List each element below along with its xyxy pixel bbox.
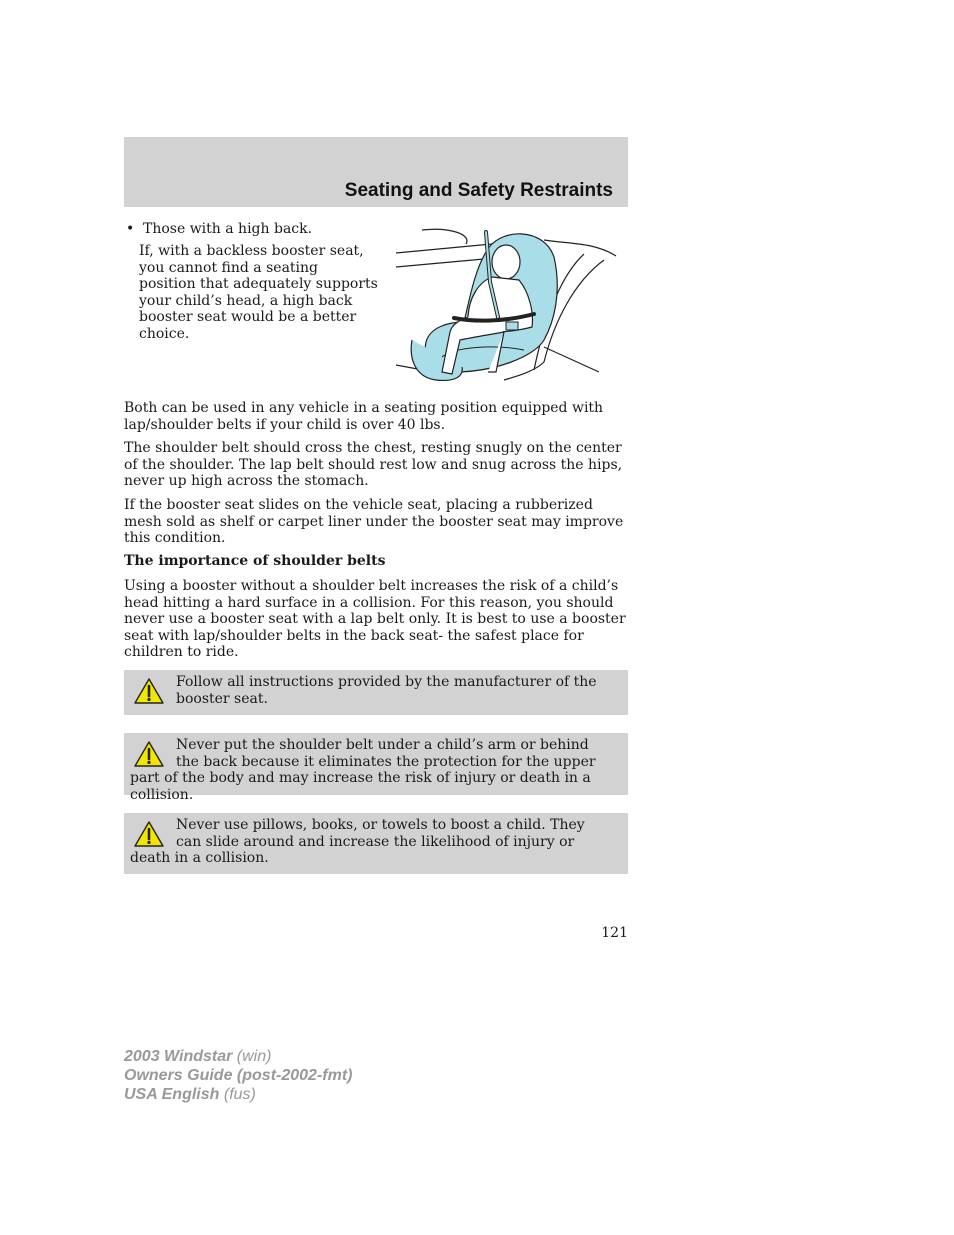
paragraph-weight: Both can be used in any vehicle in a seating position equipped with lap/shoulder belts if your child is over 40 lbs. — [124, 400, 604, 433]
warning-triangle-icon — [134, 678, 164, 704]
warning-box — [124, 670, 628, 715]
section-heading: The importance of shoulder belts — [124, 553, 386, 569]
booster-seat-illustration — [394, 222, 624, 384]
warning-box — [124, 813, 628, 874]
indent-paragraph: If, with a backless booster seat, you cannot find a seating position that adequately supports your child’s head, a high back booster seat would be a better choice. — [139, 243, 378, 342]
paragraph-slide: If the booster seat slides on the vehicle seat, placing a rubberized mesh sold as shelf or carpet liner under the booster seat may improve this condition. — [124, 497, 624, 546]
page-number: 121 — [601, 925, 628, 941]
footer-line-language: USA English (fus) — [124, 1086, 256, 1103]
warning-triangle-icon — [134, 821, 164, 847]
document-footer — [124, 1047, 352, 1104]
bullet-symbol: • — [126, 221, 135, 237]
header-band — [124, 137, 628, 207]
bullet-item — [124, 221, 374, 238]
warning-text: Follow all instructions provided by the manufacturer of the booster seat. — [176, 674, 597, 707]
warning-text: Never use pillows, books, or towels to boost a child. They can slide around and increase the likelihood of injury or death in a collision. — [130, 817, 585, 866]
footer-line-model: 2003 Windstar (win) — [124, 1048, 272, 1065]
warning-box — [124, 733, 628, 803]
paragraph-belt-position: The shoulder belt should cross the chest, resting snugly on the center of the shoulder. The lap belt should rest low and snug across the hips, never up high across the stomach. — [124, 440, 623, 489]
paragraph-shoulder-belts: Using a booster without a shoulder belt increases the risk of a child’s head hitting a hard surface in a collision. For this reason, you should never use a booster seat with a lap belt only. It is best to use a booster seat with lap/shoulder belts in the back seat- the safest place for children to ride. — [124, 578, 626, 660]
warning-triangle-icon — [134, 741, 164, 767]
footer-line-guide: Owners Guide (post-2002-fmt) — [124, 1067, 353, 1084]
page-title: Seating and Safety Restraints — [344, 180, 613, 201]
warning-text: Never put the shoulder belt under a child’s arm or behind the back because it eliminates the protection for the upper part of the body and may increase the risk of injury or death in a collision. — [130, 737, 596, 803]
bullet-text: Those with a high back. — [143, 221, 313, 237]
